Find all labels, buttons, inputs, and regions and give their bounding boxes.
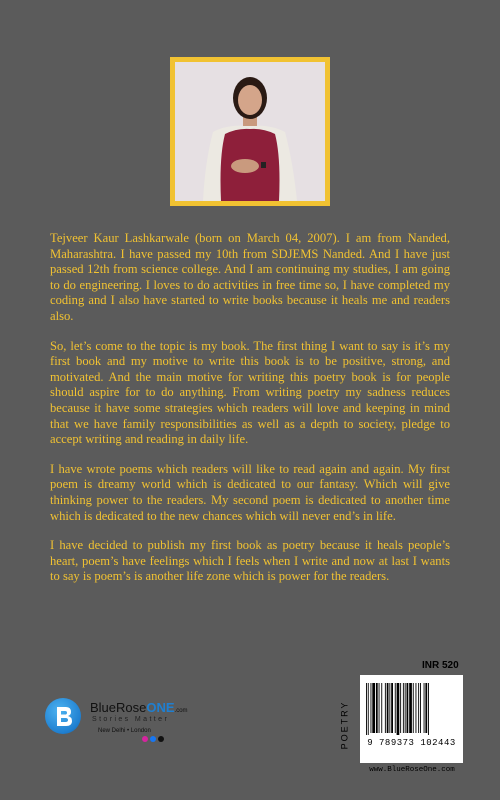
- genre-text: POETRY: [339, 700, 349, 750]
- barcode-bar: [376, 683, 378, 733]
- barcode-bar: [391, 683, 393, 733]
- barcode-bar: [385, 683, 386, 733]
- barcode-bar: [420, 683, 421, 733]
- publisher-website: www.BlueRoseOne.com: [369, 766, 455, 774]
- author-photo-frame: [170, 57, 330, 206]
- barcode-bar: [372, 683, 375, 733]
- barcode-bar: [407, 683, 409, 733]
- publisher-name-suffix: .com: [174, 708, 188, 714]
- barcode-bar: [418, 683, 419, 733]
- publisher-name-main: BlueRose: [90, 700, 147, 715]
- price-label: INR 520: [422, 660, 459, 671]
- publisher-cities: New Delhi • London: [98, 728, 151, 734]
- barcode-bar: [395, 683, 396, 733]
- bio-paragraph: I have wrote poems which readers will like to read again and again. My first poem is dreamy world which is dedicated to our fantasy. Which will give thinking power to the readers. My second poem is dedicated to another time which is dedicated to the new chances which will never end’s in life.: [50, 461, 450, 523]
- barcode-bar: [416, 683, 417, 733]
- barcode-bar: [379, 683, 380, 733]
- barcode-bar: [409, 683, 412, 733]
- author-bio: [50, 231, 450, 599]
- barcode-bar: [397, 683, 400, 735]
- barcode-bar: [424, 683, 425, 733]
- barcode-bar: [366, 683, 367, 735]
- genre-label: [326, 690, 362, 760]
- barcode-bar: [413, 683, 414, 733]
- bio-paragraph: Tejveer Kaur Lashkarwale (born on March 04, 2007). I am from Nanded, Maharashtra. I have passed my 10th from SDJEMS Nanded. And I have just passed 12th from science college. And I am continuing my studies, I am going to do engineering. I loves to do activities in free time so, I have completed my coding and I also have started to write books because it heals me and readers also.: [50, 231, 450, 323]
- bio-paragraph: I have decided to publish my first book as poetry because it heals people’s heart, poem’s have feelings which I feels when I write and now at last I wants to say is poem’s is another life zone which is power for the readers.: [50, 538, 450, 584]
- isbn-barcode: [360, 675, 463, 763]
- publisher-logo-block: [40, 690, 220, 750]
- facebook-icon: [150, 736, 156, 742]
- barcode-bar: [428, 683, 429, 735]
- bluerose-logo-icon: [45, 698, 81, 734]
- instagram-icon: [142, 736, 148, 742]
- barcode-bar: [403, 683, 404, 733]
- author-photo: [175, 62, 325, 201]
- isbn-number: 9 789373 102443: [367, 738, 456, 748]
- social-icons: [142, 736, 164, 742]
- author-portrait-icon: [175, 62, 325, 201]
- barcode-bar: [381, 683, 382, 733]
- publisher-tagline: Stories Matter: [92, 716, 170, 723]
- publisher-name-accent: ONE: [146, 700, 175, 715]
- bio-paragraph: So, let’s come to the topic is my book. The first thing I want to say is it’s my first book and my motive to write this book is to be positive, strong, and motivated. And the main motive for writing this poetry book is for people should aspire for to do anything. From writing poetry my sadness reduces because it have some strategies which readers will love and keeping in mind that we have family responsibilities as well as a depth to society, pledge to accept writing and reading in daily life.: [50, 338, 450, 447]
- publisher-name: [90, 700, 188, 715]
- x-icon: [158, 736, 164, 742]
- barcode-bar: [400, 683, 401, 733]
- barcode-bar: [371, 683, 372, 733]
- barcode-bar: [368, 683, 369, 735]
- barcode-bar: [425, 683, 427, 733]
- barcode-bar: [405, 683, 406, 733]
- barcode-bar: [387, 683, 389, 733]
- barcode-icon: [366, 683, 457, 735]
- barcode-bar: [389, 683, 390, 733]
